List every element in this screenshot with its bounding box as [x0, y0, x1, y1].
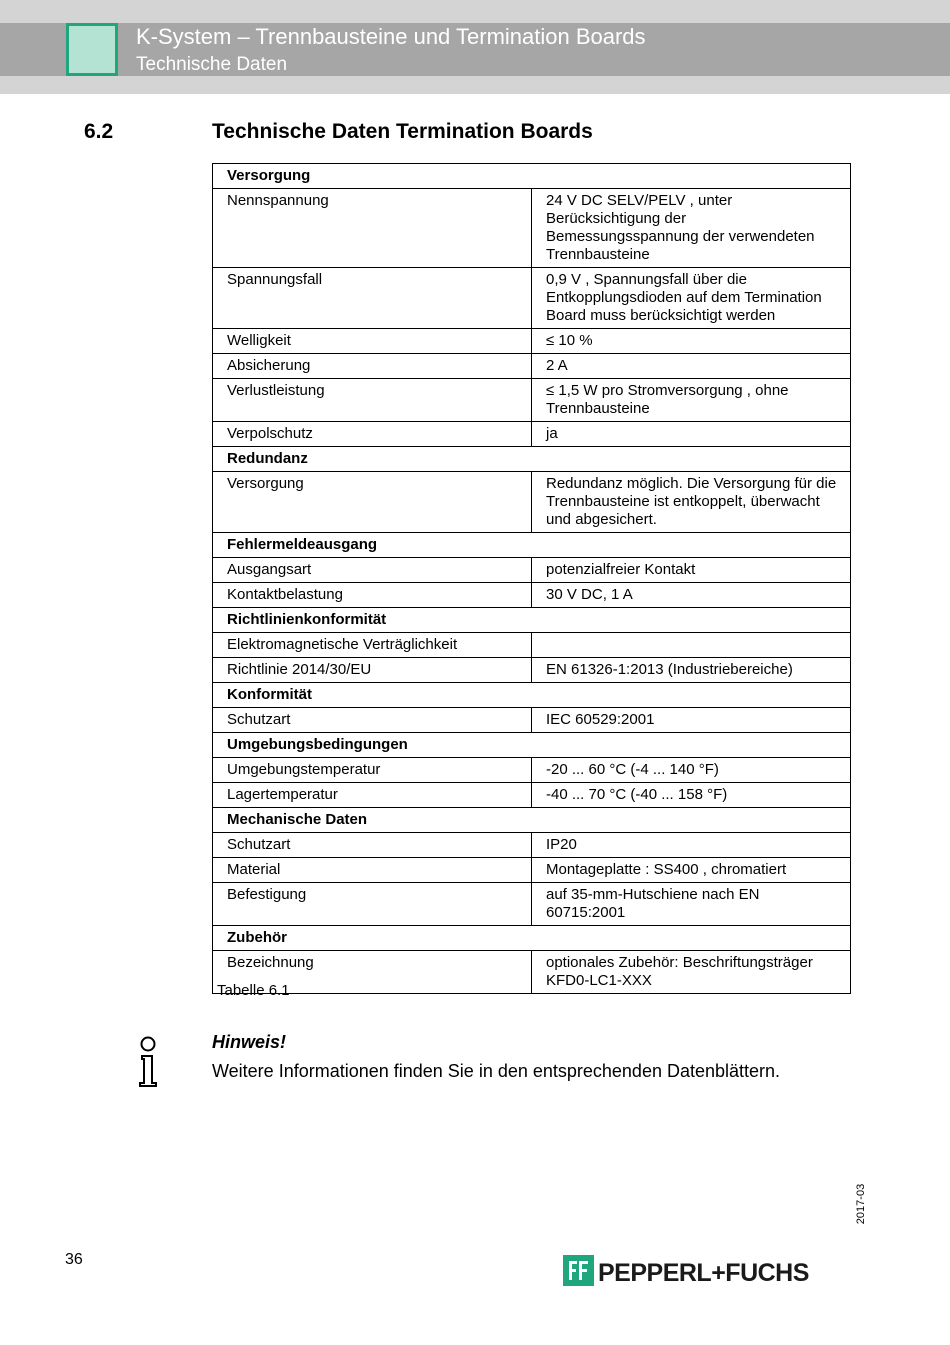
table-row	[213, 354, 851, 379]
table-group-row	[213, 683, 851, 708]
group-label: Konformität	[213, 683, 851, 708]
row-value: 24 V DC SELV/PELV , unter Berücksichtigung der Bemessungsspannung der verwendeten Trennbausteine	[532, 189, 851, 268]
table-row	[213, 329, 851, 354]
document-date: 2017-03	[855, 1183, 867, 1225]
table-row	[213, 783, 851, 808]
group-label: Redundanz	[213, 447, 851, 472]
table-row	[213, 422, 851, 447]
row-value: IP20	[532, 833, 851, 858]
table-row	[213, 758, 851, 783]
table-row	[213, 833, 851, 858]
section-number: 6.2	[84, 120, 114, 143]
row-value: auf 35-mm-Hutschiene nach EN 60715:2001	[532, 883, 851, 926]
row-value: ja	[532, 422, 851, 447]
row-key: Spannungsfall	[213, 268, 532, 329]
row-value: ≤ 10 %	[532, 329, 851, 354]
row-key: Richtlinie 2014/30/EU	[213, 658, 532, 683]
table-row	[213, 472, 851, 533]
row-key: Bezeichnung	[213, 951, 532, 994]
table-row	[213, 858, 851, 883]
row-key: Welligkeit	[213, 329, 532, 354]
row-value: Montageplatte : SS400 , chromatiert	[532, 858, 851, 883]
table-row	[213, 268, 851, 329]
row-key: Ausgangsart	[213, 558, 532, 583]
row-key: Elektromagnetische Verträglichkeit	[213, 633, 532, 658]
table-row	[213, 583, 851, 608]
table-group-row	[213, 808, 851, 833]
group-label: Fehlermeldeausgang	[213, 533, 851, 558]
chapter-marker	[66, 23, 118, 76]
info-icon	[137, 1036, 159, 1088]
spec-table	[212, 163, 851, 994]
table-group-row	[213, 447, 851, 472]
group-label: Versorgung	[213, 164, 851, 189]
row-key: Schutzart	[213, 708, 532, 733]
row-value: ≤ 1,5 W pro Stromversorgung , ohne Trennbausteine	[532, 379, 851, 422]
row-value: IEC 60529:2001	[532, 708, 851, 733]
section-title: Technische Daten Termination Boards	[212, 120, 593, 143]
table-row	[213, 658, 851, 683]
row-value: 2 A	[532, 354, 851, 379]
note-title: Hinweis!	[212, 1032, 287, 1052]
table-group-row	[213, 164, 851, 189]
row-value: potenzialfreier Kontakt	[532, 558, 851, 583]
row-value	[532, 633, 851, 658]
table-group-row	[213, 926, 851, 951]
row-value: 0,9 V , Spannungsfall über die Entkopplungsdioden auf dem Termination Board muss berücksichtigt werden	[532, 268, 851, 329]
row-value: Redundanz möglich. Die Versorgung für die Trennbausteine ist entkoppelt, überwacht und abgesichert.	[532, 472, 851, 533]
row-key: Schutzart	[213, 833, 532, 858]
row-value: -40 ... 70 °C (-40 ... 158 °F)	[532, 783, 851, 808]
row-key: Verpolschutz	[213, 422, 532, 447]
table-row	[213, 951, 851, 994]
group-label: Umgebungsbedingungen	[213, 733, 851, 758]
table-group-row	[213, 533, 851, 558]
row-key: Nennspannung	[213, 189, 532, 268]
table-row	[213, 708, 851, 733]
table-row	[213, 189, 851, 268]
row-key: Umgebungstemperatur	[213, 758, 532, 783]
brand-mark-icon	[563, 1255, 594, 1286]
header-subtitle: Technische Daten	[136, 54, 288, 75]
row-key: Kontaktbelastung	[213, 583, 532, 608]
table-group-row	[213, 733, 851, 758]
header-title: K-System – Trennbausteine und Termination Boards	[136, 24, 646, 49]
table-row	[213, 883, 851, 926]
table-group-row	[213, 608, 851, 633]
row-value: EN 61326-1:2013 (Industriebereiche)	[532, 658, 851, 683]
row-value: 30 V DC, 1 A	[532, 583, 851, 608]
row-value: optionales Zubehör: Beschriftungsträger KFD0-LC1-XXX	[532, 951, 851, 994]
note-text: Weitere Informationen finden Sie in den entsprechenden Datenblättern.	[212, 1061, 781, 1081]
group-label: Zubehör	[213, 926, 851, 951]
table-caption: Tabelle 6.1	[217, 982, 290, 999]
row-key: Versorgung	[213, 472, 532, 533]
row-key: Verlustleistung	[213, 379, 532, 422]
group-label: Mechanische Daten	[213, 808, 851, 833]
row-key: Absicherung	[213, 354, 532, 379]
page-number: 36	[65, 1251, 83, 1268]
row-key: Material	[213, 858, 532, 883]
table-row	[213, 633, 851, 658]
group-label: Richtlinienkonformität	[213, 608, 851, 633]
brand-name: PEPPERL+FUCHS	[598, 1259, 809, 1287]
table-row	[213, 558, 851, 583]
row-key: Lagertemperatur	[213, 783, 532, 808]
table-row	[213, 379, 851, 422]
row-key: Befestigung	[213, 883, 532, 926]
row-value: -20 ... 60 °C (-4 ... 140 °F)	[532, 758, 851, 783]
